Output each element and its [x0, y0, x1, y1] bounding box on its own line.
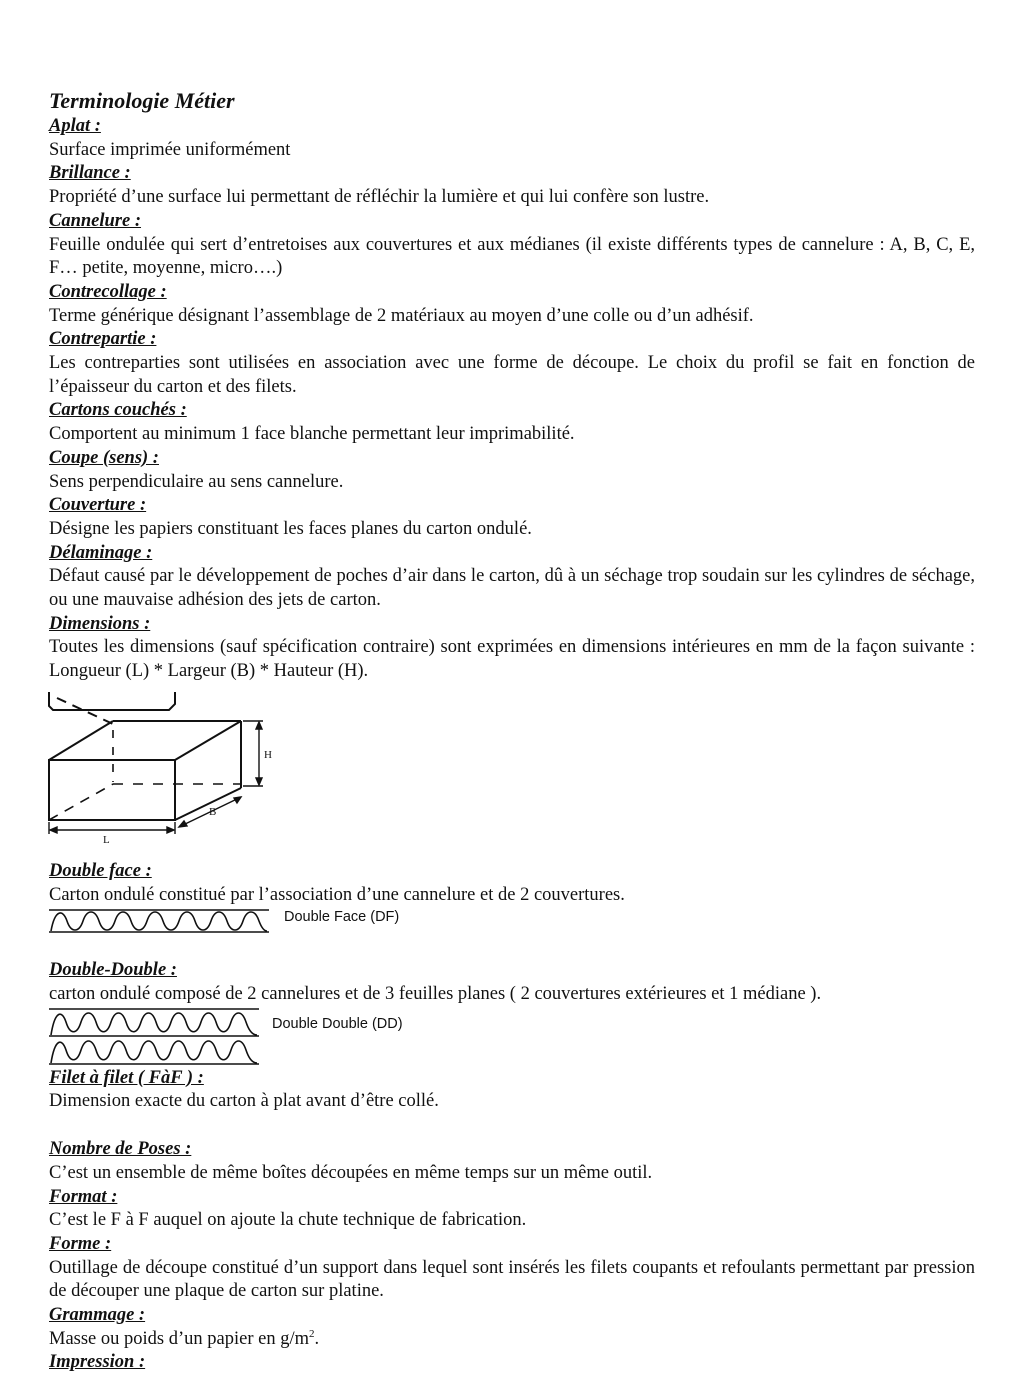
- definition-filet-a-filet: Dimension exacte du carton à plat avant d’être collé.: [49, 1091, 439, 1112]
- grammage-period: .: [314, 1328, 320, 1349]
- term-coupe-sens: Coupe (sens) :: [49, 447, 159, 468]
- term-cartons-couches: Cartons couchés :: [49, 400, 187, 421]
- label-h: H: [264, 748, 272, 761]
- term-impression: Impression :: [49, 1352, 146, 1373]
- definition-contrecollage: Terme générique désignant l’assemblage de 2 matériaux au moyen d’une colle ou d’un adhésif.: [49, 305, 754, 326]
- spacer: [49, 1114, 975, 1138]
- definition-forme: Outillage de découpe constitué d’un support dans lequel sont insérés les filets coupants et refoulants permettant par pression de découper une plaque de carton sur platine.: [49, 1257, 975, 1302]
- double-face-label: Double Face (DF): [284, 909, 400, 926]
- double-face-figure: [49, 907, 975, 935]
- page-title: Terminologie Métier: [49, 88, 235, 113]
- spacer: [49, 935, 975, 959]
- definition-aplat: Surface imprimée uniformément: [49, 139, 291, 160]
- document-content: [49, 88, 975, 1375]
- term-contrepartie: Contrepartie :: [49, 329, 157, 350]
- box-diagram-icon: [47, 688, 287, 860]
- definition-contrepartie: Les contreparties sont utilisées en association avec une forme de découpe. Le choix du profil se fait en fonction de l’épaisseur du carton et des filets.: [49, 353, 975, 397]
- term-grammage: Grammage :: [49, 1305, 146, 1326]
- grammage-text: Masse ou poids d’un papier en g/m: [49, 1328, 309, 1349]
- term-double-double: Double-Double :: [49, 960, 177, 981]
- double-double-label: Double Double (DD): [272, 1015, 403, 1032]
- term-aplat: Aplat :: [49, 116, 101, 136]
- term-forme: Forme :: [49, 1233, 112, 1254]
- term-dimensions: Dimensions :: [49, 613, 151, 634]
- definition-delaminage: Défaut causé par le développement de poches d’air dans le carton, dû à un séchage trop soudain sur les cylindres de séchage, ou une mauvaise adhésion des jets de carton.: [49, 566, 975, 611]
- term-delaminage: Délaminage :: [49, 542, 153, 563]
- label-l: L: [103, 833, 110, 846]
- double-double-figure: [49, 1007, 975, 1067]
- definition-format: C’est le F à F auquel on ajoute la chute technique de fabrication.: [49, 1210, 527, 1231]
- term-filet-a-filet: Filet à filet ( FàF ) :: [49, 1067, 204, 1088]
- term-brillance: Brillance :: [49, 163, 131, 184]
- definition-grammage: [49, 1328, 975, 1352]
- box-dimensions-figure: [49, 688, 975, 860]
- label-b: B: [209, 805, 217, 818]
- definition-double-face: Carton ondulé constitué par l’association d’une cannelure et de 2 couvertures.: [49, 884, 625, 905]
- definition-nombre-de-poses: C’est un ensemble de même boîtes découpées en même temps sur un même outil.: [49, 1162, 653, 1183]
- definition-couverture: Désigne les papiers constituant les faces planes du carton ondulé.: [49, 518, 532, 539]
- single-flute-icon: [49, 907, 271, 935]
- term-couverture: Couverture :: [49, 495, 147, 516]
- definition-cannelure: Feuille ondulée qui sert d’entretoises aux couvertures et aux médianes (il existe différents types de cannelure : A, B, C, E, F… petite, moyenne, micro….): [49, 234, 975, 279]
- term-format: Format :: [49, 1186, 118, 1207]
- double-flute-icon: [49, 1007, 261, 1067]
- definition-coupe-sens: Sens perpendiculaire au sens cannelure.: [49, 471, 344, 492]
- term-double-face: Double face :: [49, 860, 152, 881]
- box-flap-shape: [49, 692, 175, 710]
- term-cannelure: Cannelure :: [49, 210, 142, 231]
- box-front-face: [49, 760, 175, 820]
- term-nombre-de-poses: Nombre de Poses :: [49, 1139, 192, 1160]
- definition-cartons-couches: Comportent au minimum 1 face blanche permettant leur imprimabilité.: [49, 424, 575, 445]
- grammage-exponent: 2: [309, 1327, 315, 1340]
- term-contrecollage: Contrecollage :: [49, 281, 167, 302]
- definition-dimensions: Toutes les dimensions (sauf spécification contraire) sont exprimées en dimensions intérieures en mm de la façon suivante : Longueur (L) * Largeur (B) * Hauteur (H).: [49, 637, 975, 682]
- definition-brillance: Propriété d’une surface lui permettant de réfléchir la lumière et qui lui confère son lustre.: [49, 187, 710, 208]
- definition-double-double: carton ondulé composé de 2 cannelures et de 3 feuilles planes ( 2 couvertures extérieures et 1 médiane ).: [49, 983, 822, 1004]
